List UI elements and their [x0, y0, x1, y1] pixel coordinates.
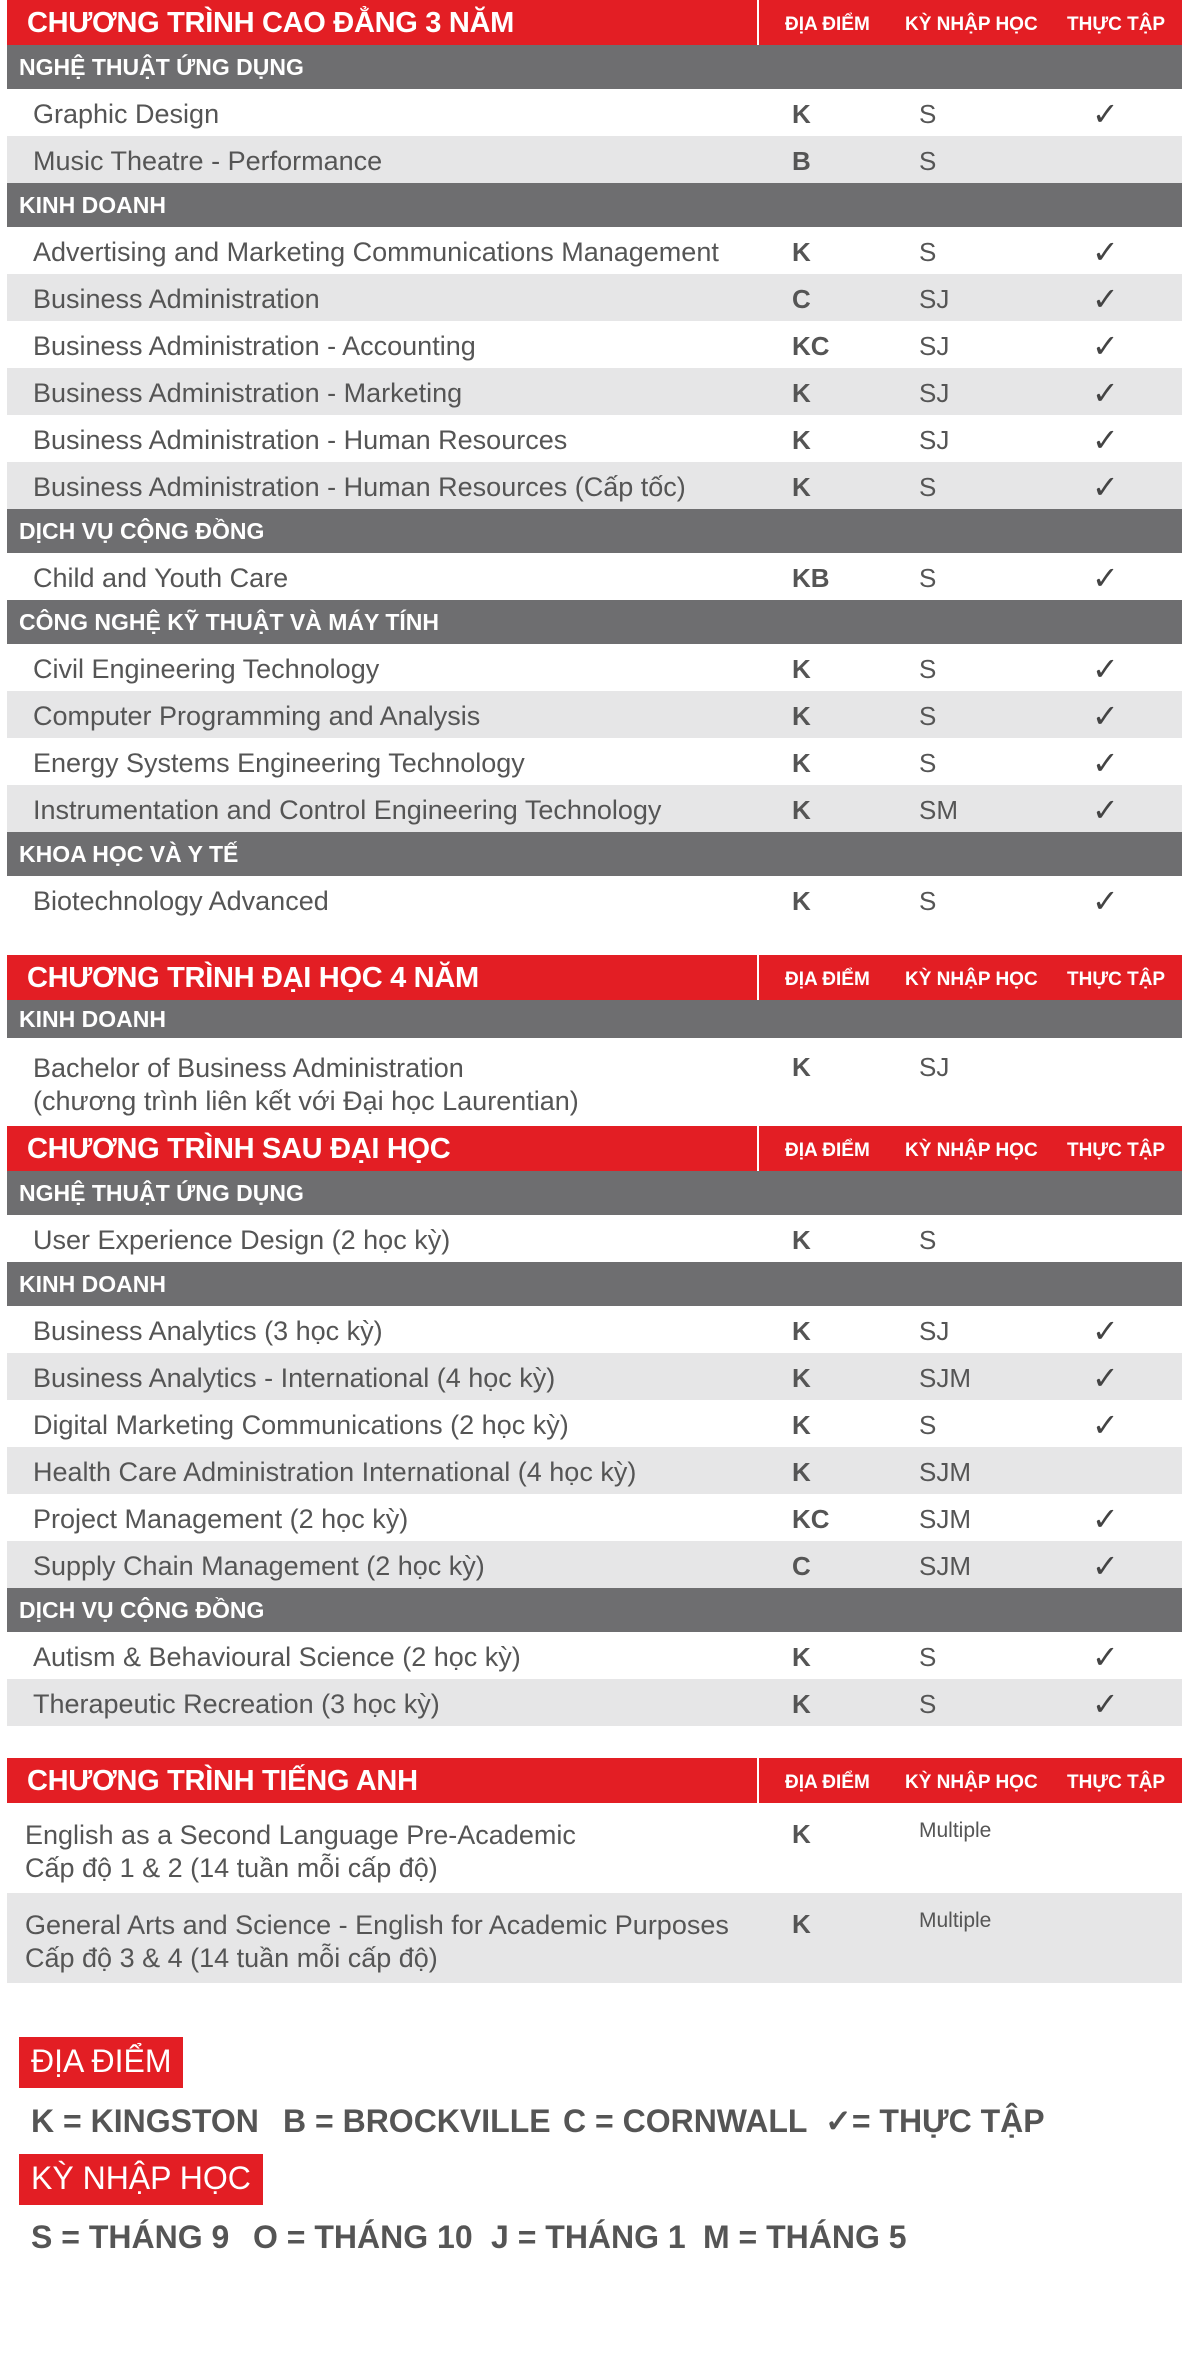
program-location: KC — [792, 331, 830, 361]
program-intake: S — [919, 146, 937, 176]
program-name — [33, 1551, 485, 1582]
check-icon: ✓ — [1092, 1501, 1119, 1537]
column-intake: KỲ NHẬP HỌC — [905, 969, 1038, 990]
program-intake: S — [919, 748, 937, 778]
check-icon: ✓ — [1092, 422, 1119, 458]
section-college-3yr — [7, 0, 1182, 923]
column-location: ĐỊA ĐIỂM — [785, 1140, 870, 1161]
category-header: NGHỆ THUẬT ỨNG DỤNG — [7, 1171, 1182, 1215]
program-intake: SJ — [919, 331, 950, 361]
legend-intake-items — [31, 2219, 1182, 2256]
column-placement: THỰC TẬP — [1067, 14, 1166, 35]
program-row — [7, 274, 1182, 321]
check-icon: ✓ — [1092, 792, 1119, 828]
program-intake: SJM — [919, 1363, 971, 1393]
check-icon: ✓ — [1092, 745, 1119, 781]
program-location: K — [792, 99, 811, 129]
category-header: KINH DOANH — [7, 183, 1182, 227]
legend-item: ✓= THỰC TẬP — [825, 2103, 1045, 2139]
program-subtitle: Cấp độ 1 & 2 (14 tuần mỗi cấp độ) — [25, 1853, 438, 1883]
program-location: K — [792, 1363, 811, 1393]
program-location: K — [792, 237, 811, 267]
program-name: Music Theatre - Performance — [33, 146, 383, 176]
check-icon: ✓ — [1092, 1639, 1119, 1675]
legend-location-title: ĐỊA ĐIỂM — [19, 2037, 183, 2088]
section-title: CHƯƠNG TRÌNH ĐẠI HỌC 4 NĂM — [27, 962, 479, 994]
program-location: K — [792, 1457, 811, 1487]
program-intake: S — [919, 99, 937, 129]
program-row — [7, 415, 1182, 462]
program-intake: SJ — [919, 284, 950, 314]
program-title: Supply Chain Management — [33, 1551, 359, 1581]
program-intake: SJ — [919, 1052, 950, 1082]
program-suffix: (4 học kỳ) — [436, 1363, 556, 1393]
program-intake: SJ — [919, 1316, 950, 1346]
program-suffix: (2 học kỳ) — [450, 1410, 569, 1440]
program-intake: S — [919, 1642, 937, 1672]
program-intake: SJM — [919, 1504, 971, 1534]
program-name: Advertising and Marketing Communications Management — [33, 237, 719, 267]
program-name: Business Administration - Accounting — [33, 331, 476, 361]
program-name — [33, 1642, 521, 1673]
legend-item: J = THÁNG 1 — [491, 2219, 686, 2255]
program-row — [7, 321, 1182, 368]
program-location: K — [792, 1316, 811, 1346]
program-intake: SJ — [919, 425, 950, 455]
program-intake: S — [919, 1225, 937, 1255]
program-name — [33, 1363, 555, 1394]
check-icon: ✓ — [1092, 1686, 1119, 1722]
program-intake: S — [919, 1410, 937, 1440]
program-name — [33, 1410, 569, 1441]
program-row — [7, 89, 1182, 136]
program-subtitle: Cấp độ 3 & 4 (14 tuần mỗi cấp độ) — [25, 1943, 438, 1973]
legend — [7, 2037, 1182, 2256]
program-row — [7, 1803, 1182, 1893]
header-divider — [757, 1126, 759, 1171]
check-icon: ✓ — [1092, 96, 1119, 132]
check-icon: ✓ — [1092, 375, 1119, 411]
program-row — [7, 1038, 1182, 1116]
program-row — [7, 227, 1182, 274]
program-title: Business Analytics — [33, 1316, 257, 1346]
program-row — [7, 1632, 1182, 1679]
section-title: CHƯƠNG TRÌNH CAO ĐẲNG 3 NĂM — [27, 7, 514, 39]
check-icon: ✓ — [1092, 1548, 1119, 1584]
program-suffix: (4 học kỳ) — [517, 1457, 637, 1487]
program-row — [7, 738, 1182, 785]
legend-item: O = THÁNG 10 — [253, 2219, 473, 2255]
program-location: K — [792, 378, 811, 408]
program-intake: SM — [919, 795, 958, 825]
program-title: User Experience Design — [33, 1225, 325, 1255]
column-location: ĐỊA ĐIỂM — [785, 14, 870, 35]
category-header: DỊCH VỤ CỘNG ĐỒNG — [7, 509, 1182, 553]
program-suffix: (2 học kỳ) — [331, 1225, 451, 1255]
program-intake: Multiple — [919, 1909, 992, 1932]
program-suffix: (3 học kỳ) — [264, 1316, 383, 1346]
legend-intake-title: KỲ NHẬP HỌC — [19, 2154, 263, 2205]
program-name: Business Administration — [33, 284, 320, 314]
program-suffix: (2 học kỳ) — [289, 1504, 409, 1534]
header-divider — [757, 955, 759, 1000]
program-intake: SJ — [919, 378, 950, 408]
category-header: DỊCH VỤ CỘNG ĐỒNG — [7, 1588, 1182, 1632]
legend-item: M = THÁNG 5 — [703, 2219, 907, 2255]
program-title: Autism & Behavioural Science — [33, 1642, 395, 1672]
program-name: Child and Youth Care — [33, 563, 289, 593]
program-location: K — [792, 1225, 811, 1255]
program-name: Graphic Design — [33, 99, 220, 129]
program-row — [7, 1215, 1182, 1262]
column-placement: THỰC TẬP — [1067, 1772, 1166, 1793]
program-intake: S — [919, 472, 937, 502]
section-header — [7, 1758, 1182, 1803]
program-title: Project Management — [33, 1504, 283, 1534]
program-location: K — [792, 472, 811, 502]
program-location: K — [792, 701, 811, 731]
column-placement: THỰC TẬP — [1067, 969, 1166, 990]
program-intake: S — [919, 701, 937, 731]
check-icon: ✓ — [1092, 234, 1119, 270]
program-row — [7, 553, 1182, 600]
program-name: Energy Systems Engineering Technology — [33, 748, 525, 778]
column-intake: KỲ NHẬP HỌC — [905, 14, 1038, 35]
program-name — [25, 1909, 729, 1975]
program-name: Instrumentation and Control Engineering Technology — [33, 795, 662, 825]
program-location: K — [792, 748, 811, 778]
category-header: KINH DOANH — [7, 1000, 1182, 1038]
check-icon: ✓ — [1092, 281, 1119, 317]
program-name: Business Administration - Marketing — [33, 378, 463, 408]
program-row — [7, 462, 1182, 509]
program-name — [33, 1689, 440, 1720]
program-suffix: (2 học kỳ) — [366, 1551, 485, 1581]
program-location: KC — [792, 1504, 830, 1534]
program-name — [33, 1225, 450, 1256]
column-intake: KỲ NHẬP HỌC — [905, 1140, 1038, 1161]
header-divider — [757, 0, 759, 45]
program-name — [33, 1316, 383, 1347]
program-row — [7, 1893, 1182, 1983]
program-name: Biotechnology Advanced — [33, 886, 329, 916]
category-header: NGHỆ THUẬT ỨNG DỤNG — [7, 45, 1182, 89]
program-location: K — [792, 1689, 811, 1719]
program-row — [7, 1541, 1182, 1588]
program-row — [7, 368, 1182, 415]
program-subtitle: (chương trình liên kết với Đại học Laurentian) — [33, 1086, 579, 1116]
program-title: General Arts and Science - English for Academic Purposes — [25, 1910, 729, 1940]
category-header: KHOA HỌC VÀ Y TẾ — [7, 832, 1182, 876]
legend-item: K = KINGSTON — [31, 2103, 259, 2139]
section-header — [7, 0, 1182, 45]
section-title: CHƯƠNG TRÌNH TIẾNG ANH — [27, 1765, 418, 1797]
program-title: Therapeutic Recreation — [33, 1689, 314, 1719]
check-icon: ✓ — [1092, 1407, 1119, 1443]
program-intake: SJM — [919, 1457, 971, 1487]
program-row — [7, 876, 1182, 923]
section-bachelor-4yr — [7, 955, 1182, 1116]
program-suffix: (Cấp tốc) — [574, 472, 686, 502]
program-table — [7, 0, 1182, 2256]
program-row — [7, 136, 1182, 183]
program-intake: S — [919, 886, 937, 916]
program-intake: Multiple — [919, 1819, 992, 1842]
program-name: Business Administration - Human Resources — [33, 425, 568, 455]
program-row — [7, 1447, 1182, 1494]
program-title: Business Administration - Human Resources — [33, 472, 568, 502]
program-location: K — [792, 1410, 811, 1440]
program-location: K — [792, 1819, 811, 1849]
program-intake: S — [919, 237, 937, 267]
program-suffix: (2 học kỳ) — [402, 1642, 521, 1672]
program-name — [33, 472, 686, 503]
program-name: Civil Engineering Technology — [33, 654, 380, 684]
program-row — [7, 1494, 1182, 1541]
program-intake: S — [919, 563, 937, 593]
program-location: KB — [792, 563, 830, 593]
check-icon: ✓ — [1092, 560, 1119, 596]
program-row — [7, 644, 1182, 691]
program-title: Business Analytics - International — [33, 1363, 430, 1393]
program-suffix: (3 học kỳ) — [321, 1689, 440, 1719]
program-title: Digital Marketing Communications — [33, 1410, 443, 1440]
legend-item: S = THÁNG 9 — [31, 2219, 230, 2255]
column-intake: KỲ NHẬP HỌC — [905, 1772, 1038, 1793]
check-icon: ✓ — [1092, 883, 1119, 919]
program-name: Computer Programming and Analysis — [33, 701, 481, 731]
category-header: KINH DOANH — [7, 1262, 1182, 1306]
program-row — [7, 1306, 1182, 1353]
program-location: C — [792, 1551, 811, 1581]
column-location: ĐỊA ĐIỂM — [785, 1772, 870, 1793]
program-location: K — [792, 1052, 811, 1082]
program-row — [7, 1400, 1182, 1447]
program-name — [25, 1819, 576, 1885]
program-location: K — [792, 1642, 811, 1672]
program-intake: S — [919, 654, 937, 684]
check-icon: ✓ — [1092, 328, 1119, 364]
section-title: CHƯƠNG TRÌNH SAU ĐẠI HỌC — [27, 1133, 451, 1165]
program-row — [7, 785, 1182, 832]
program-name — [33, 1457, 636, 1488]
legend-location-items — [31, 2102, 1182, 2140]
program-row — [7, 1353, 1182, 1400]
program-location: K — [792, 1909, 811, 1939]
section-header — [7, 955, 1182, 1000]
program-location: K — [792, 425, 811, 455]
legend-item: C = CORNWALL — [563, 2103, 808, 2139]
program-intake: SJM — [919, 1551, 971, 1581]
program-row — [7, 691, 1182, 738]
section-english — [7, 1758, 1182, 1983]
program-name — [33, 1504, 408, 1535]
program-row — [7, 1679, 1182, 1726]
program-location: K — [792, 654, 811, 684]
column-placement: THỰC TẬP — [1067, 1140, 1166, 1161]
program-title: English as a Second Language Pre-Academic — [25, 1820, 576, 1850]
program-location: K — [792, 795, 811, 825]
program-location: K — [792, 886, 811, 916]
category-header: CÔNG NGHỆ KỸ THUẬT VÀ MÁY TÍNH — [7, 600, 1182, 644]
program-location: B — [792, 146, 811, 176]
header-divider — [757, 1758, 759, 1803]
check-icon: ✓ — [1092, 469, 1119, 505]
program-intake: S — [919, 1689, 937, 1719]
check-icon: ✓ — [1092, 698, 1119, 734]
check-icon: ✓ — [1092, 1313, 1119, 1349]
program-title: Health Care Administration International — [33, 1457, 511, 1487]
program-name — [33, 1052, 579, 1118]
program-location: C — [792, 284, 811, 314]
column-location: ĐỊA ĐIỂM — [785, 969, 870, 990]
check-icon: ✓ — [1092, 651, 1119, 687]
section-header — [7, 1126, 1182, 1171]
check-icon: ✓ — [1092, 1360, 1119, 1396]
section-postgraduate — [7, 1126, 1182, 1726]
legend-item: B = BROCKVILLE — [283, 2103, 551, 2139]
program-title: Bachelor of Business Administration — [33, 1053, 464, 1083]
